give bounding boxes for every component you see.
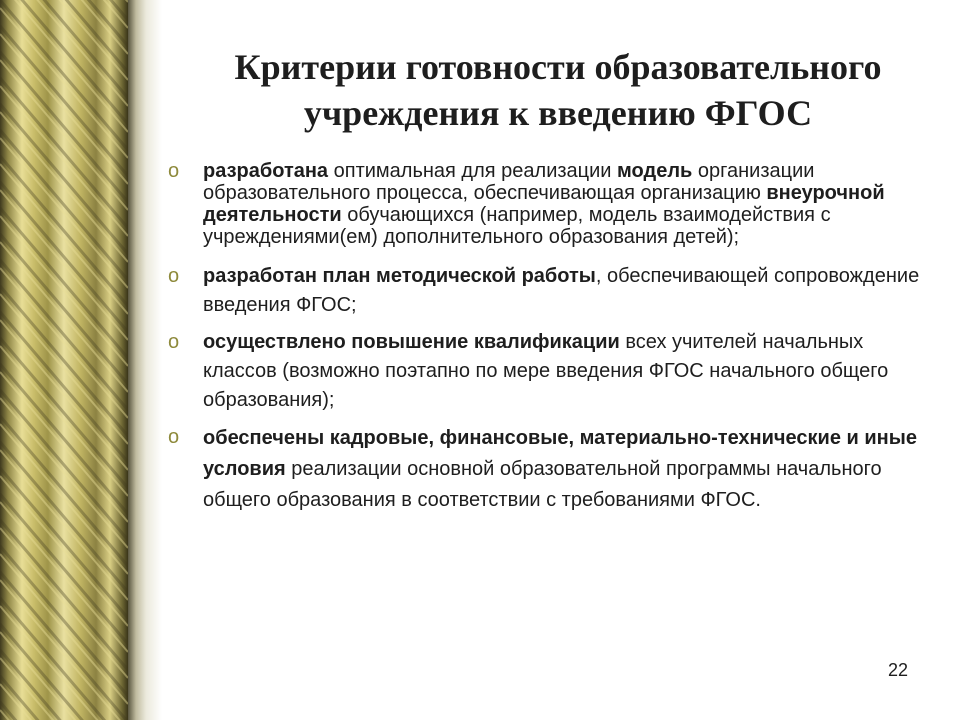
bullet-circle-icon: o xyxy=(168,426,180,448)
rope-stripe-dark xyxy=(0,0,128,124)
list-item xyxy=(166,160,936,248)
column-shadow xyxy=(128,0,162,720)
list-item-text xyxy=(203,423,936,516)
bullet-circle-icon: o xyxy=(168,331,180,353)
bullet-circle-icon: o xyxy=(168,265,180,287)
regular-text: организации образовательного процесса, обеспечивающая организацию xyxy=(203,160,815,204)
title-line-1: Критерии готовности образовательного xyxy=(234,47,882,87)
bold-text: осуществлено повышение квалификации xyxy=(203,331,620,353)
regular-text: всех учителей начальных классов (возможно поэтапно по мере введения ФГОС начального общего образования); xyxy=(203,331,889,411)
rope-stripe-light xyxy=(0,0,128,106)
rope-stripe-light xyxy=(0,684,128,720)
rope-stripe-light xyxy=(0,0,128,2)
list-item xyxy=(166,262,936,320)
bold-text: разработана xyxy=(203,160,329,182)
regular-text: обучающихся (например, модель взаимодействия с учреждениями(ем) дополнительного образования детей); xyxy=(203,204,831,248)
twisted-rope-pattern xyxy=(0,0,128,720)
rope-stripe-dark xyxy=(0,650,128,720)
rope-stripe-light xyxy=(0,0,128,54)
list-item xyxy=(166,423,936,516)
bold-text: внеурочной деятельности xyxy=(203,182,885,226)
rope-stripe-dark xyxy=(0,702,128,720)
bold-text: модель xyxy=(617,160,693,182)
bullet-circle-icon: o xyxy=(168,160,180,182)
list-item xyxy=(166,328,936,415)
slide-title xyxy=(190,44,926,136)
decorative-gold-column xyxy=(0,0,128,720)
bold-text: обеспечены кадровые, финансовые, материально-технические и иные условия xyxy=(203,427,917,480)
bold-text: разработан план методической работы xyxy=(203,265,596,287)
regular-text: , обеспечивающей сопровождение введения ФГОС; xyxy=(203,265,920,316)
regular-text: реализации основной образовательной программы начального общего образования в соответствии с требованиями ФГОС. xyxy=(203,458,882,511)
list-item-text xyxy=(203,262,936,320)
criteria-list xyxy=(166,160,936,516)
list-item-text xyxy=(203,160,936,248)
title-line-2: учреждения к введению ФГОС xyxy=(303,93,813,133)
rope-stripe-dark xyxy=(0,0,128,72)
regular-text: оптимальная для реализации xyxy=(328,160,618,182)
rope-stripe-light xyxy=(0,658,128,720)
rope-stripe-light xyxy=(0,0,128,132)
list-item-text xyxy=(203,328,936,415)
rope-stripe-light xyxy=(0,0,128,80)
page-number: 22 xyxy=(887,660,908,680)
rope-stripe-light xyxy=(0,710,128,720)
